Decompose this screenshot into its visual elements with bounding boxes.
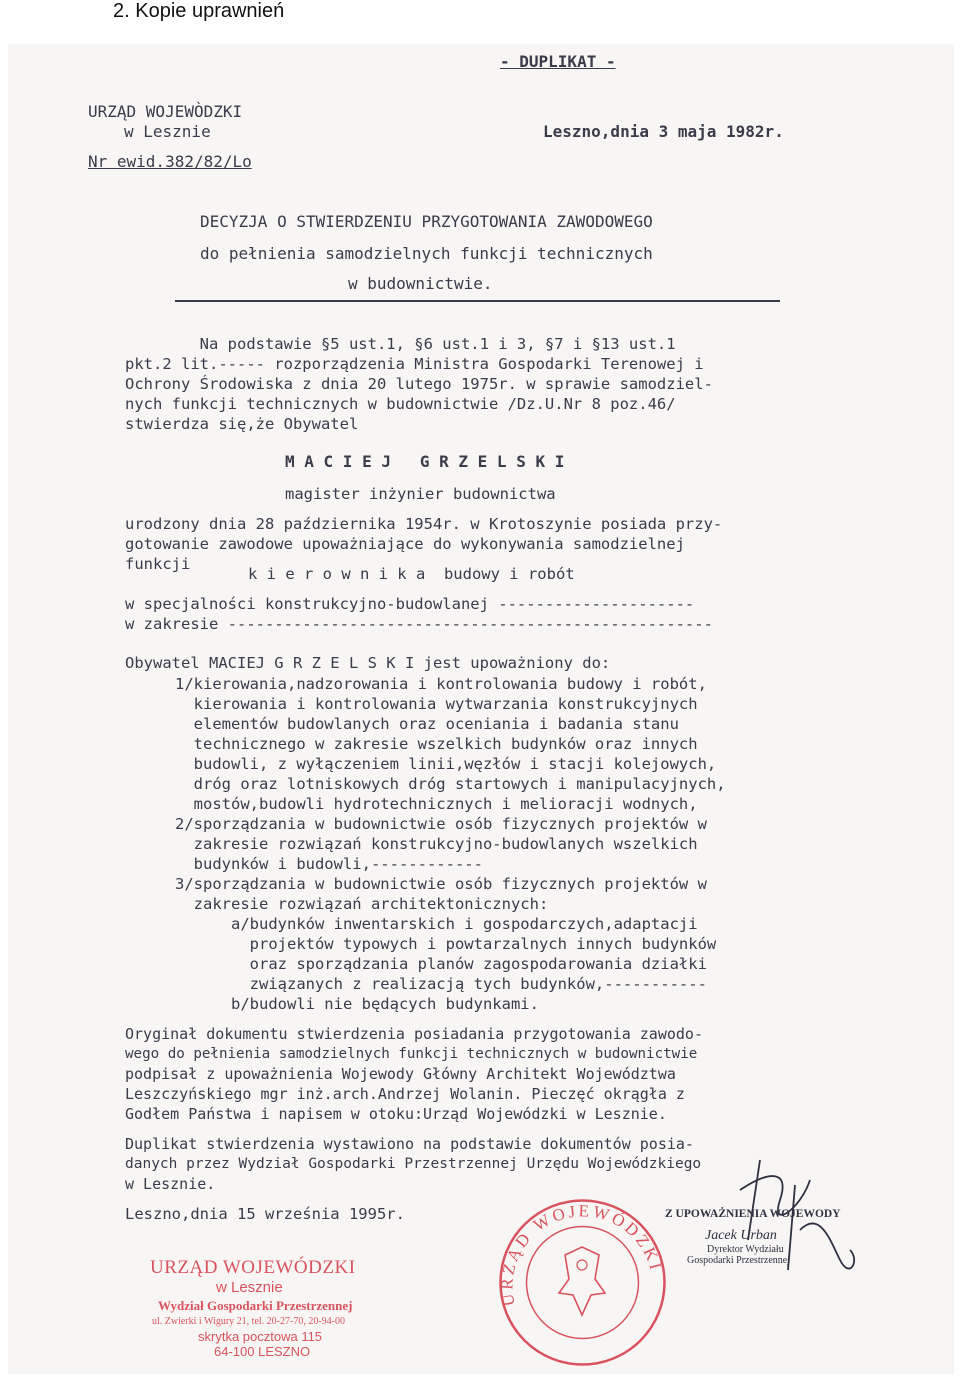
- authorization-item: b/budowli nie będących budynkami.: [175, 995, 539, 1013]
- authorization-item: oraz sporządzania planów zagospodarowania działki: [175, 955, 707, 973]
- p1-line: stwierdza się,że Obywatel: [125, 415, 359, 433]
- round-seal: [495, 1195, 670, 1370]
- signature-authority: Z UPOWAŻNIENIA WOJEWODY: [665, 1208, 841, 1220]
- authorization-item: związanych z realizacją tych budynków,-----------: [175, 975, 707, 993]
- page-caption: 2. Kopie uprawnień: [113, 0, 285, 22]
- p2-line: funkcji: [125, 555, 191, 573]
- p4-line: Oryginał dokumentu stwierdzenia posiadania przygotowania zawodo-: [125, 1025, 703, 1043]
- p2-line: urodzony dnia 28 października 1954r. w Krotoszynie posiada przy-: [125, 515, 723, 533]
- stamp-line: ul. Zwierki i Wigury 21, tel. 20-27-70, 20-94-00: [152, 1316, 345, 1327]
- signatory-role: Dyrektor Wydziału: [707, 1244, 784, 1255]
- person-degree: magister inżynier budownictwa: [285, 485, 556, 503]
- function-title: k i e r o w n i k a budowy i robót: [248, 565, 575, 583]
- duplikat-label: - DUPLIKAT -: [500, 52, 616, 71]
- office-city: w Lesznie: [124, 122, 211, 141]
- specialty-line: w specjalności konstrukcyjno-budowlanej ---------------------: [125, 595, 695, 613]
- authorization-item: elementów budowlanych oraz oceniania i badania stanu: [175, 715, 679, 733]
- issue-date: Leszno,dnia 3 maja 1982r.: [543, 122, 784, 141]
- person-name: M A C I E J G R Z E L S K I: [285, 452, 565, 471]
- office-stamp: [150, 1257, 400, 1359]
- handwritten-signature: [700, 1150, 870, 1290]
- authorization-item: 2/sporządzania w budownictwie osób fizycznych projektów w: [175, 815, 707, 833]
- seal-text: URZĄD WOJEWÓDZKI: [497, 1201, 666, 1308]
- stamp-line: skrytka pocztowa 115: [198, 1329, 323, 1344]
- authorization-item: budynków i budowli,------------: [175, 855, 483, 873]
- p1-line: Na podstawie §5 ust.1, §6 ust.1 i 3, §7 i §13 ust.1: [125, 335, 676, 353]
- authorization-item: dróg oraz lotniskowych dróg startowych i manipulacyjnych,: [175, 775, 726, 793]
- authorization-item: zakresie rozwiązań konstrukcyjno-budowlanych wszelkich: [175, 835, 698, 853]
- stamp-line: 64-100 LESZNO: [214, 1344, 311, 1359]
- p1-line: nych funkcji technicznych w budownictwie /Dz.U.Nr 8 poz.46/: [125, 395, 676, 413]
- eagle-emblem-icon: [559, 1247, 605, 1315]
- stamp-line: Wydział Gospodarki Przestrzennej: [158, 1298, 353, 1313]
- p4-line: Godłem Państwa i napisem w otoku:Urząd Wojewódzki w Lesznie.: [125, 1105, 667, 1123]
- reference-number: Nr ewid.382/82/Lo: [88, 152, 252, 171]
- authorization-item: a/budynków inwentarskich i gospodarczych,adaptacji: [175, 915, 698, 933]
- office-name: URZĄD WOJEWÒDZKI: [88, 102, 243, 121]
- signatory-role: Gospodarki Przestrzennej: [687, 1255, 791, 1266]
- p5-line: w Lesznie.: [125, 1175, 216, 1193]
- authorization-item: budowli, z wyłączeniem linii,węzłów i stacji kolejowych,: [175, 755, 717, 773]
- authorization-item: kierowania i kontrolowania wytwarzania konstrukcyjnych: [175, 695, 698, 713]
- p5-line: Duplikat stwierdzenia wystawiono na podstawie dokumentów posia-: [125, 1135, 694, 1153]
- authorization-item: 1/kierowania,nadzorowania i kontrolowania budowy i robót,: [175, 675, 707, 693]
- stamp-line: w Lesznie: [216, 1279, 283, 1296]
- p5-line: danych przez Wydział Gospodarki Przestrzennej Urzędu Wojewódzkiego: [125, 1156, 702, 1172]
- p1-line: Ochrony Środowiska z dnia 20 lutego 1975r. w sprawie samodziel-: [125, 375, 713, 393]
- p4-line: wego do pełnienia samodzielnych funkcji technicznych w budownictwie: [125, 1046, 698, 1062]
- title-line-2: do pełnienia samodzielnych funkcji technicznych: [200, 244, 653, 263]
- title-rule: [175, 300, 780, 302]
- authorization-item: projektów typowych i powtarzalnych innych budynków: [175, 935, 717, 953]
- authorization-intro: Obywatel MACIEJ G R Z E L S K I jest upoważniony do:: [125, 654, 611, 672]
- title-line-1: DECYZJA O STWIERDZENIU PRZYGOTOWANIA ZAWODOWEGO: [200, 212, 653, 231]
- signatory-name: Jacek Urban: [705, 1228, 777, 1243]
- p4-line: Leszczyńskiego mgr inż.arch.Andrzej Wolanin. Pieczęć okrągła z: [125, 1085, 685, 1103]
- authorization-item: mostów,budowli hydrotechnicznych i melioracji wodnych,: [175, 795, 698, 813]
- p2-line: gotowanie zawodowe upoważniające do wykonywania samodzielnej: [125, 535, 685, 553]
- p4-line: podpisał z upoważnienia Wojewody Główny Architekt Województwa: [125, 1065, 676, 1083]
- authorization-item: technicznego w zakresie wszelkich budynków oraz innych: [175, 735, 698, 753]
- title-line-3: w budownictwie.: [348, 274, 493, 293]
- authorization-item: zakresie rozwiązań architektonicznych:: [175, 895, 549, 913]
- stamp-line: URZĄD WOJEWÓDZKI: [150, 1257, 356, 1278]
- svg-text:URZĄD WOJEWÓDZKI: [497, 1201, 666, 1307]
- duplicate-date: Leszno,dnia 15 września 1995r.: [125, 1205, 405, 1223]
- authorization-item: 3/sporządzania w budownictwie osób fizycznych projektów w: [175, 875, 707, 893]
- scope-line: w zakresie ----------------------------------------------------: [125, 615, 713, 633]
- p1-line: pkt.2 lit.----- rozporządzenia Ministra Gospodarki Terenowej i: [125, 355, 704, 373]
